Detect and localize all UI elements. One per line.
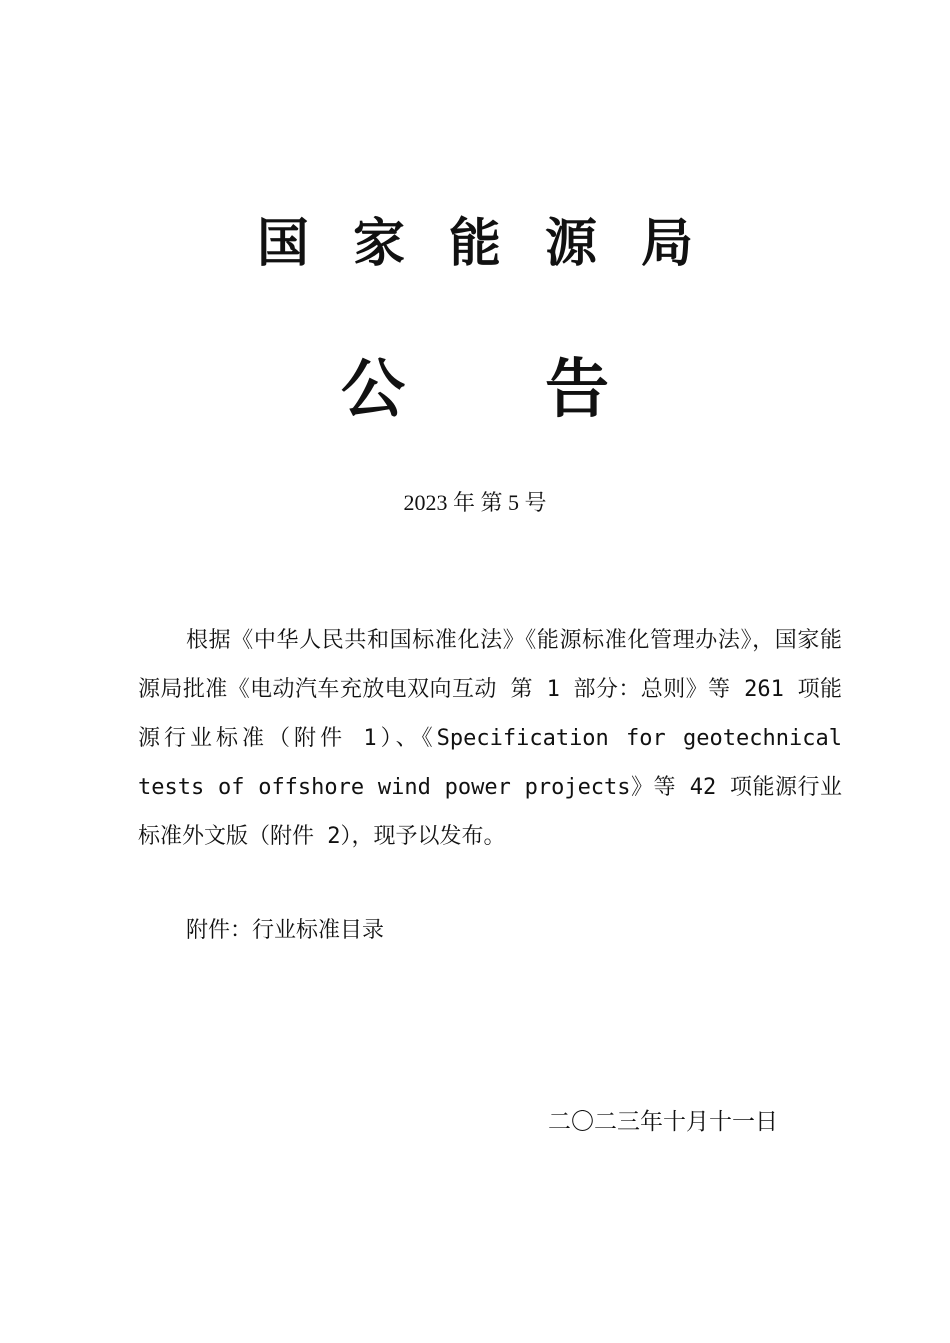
doc-type-char-1: 公 (341, 352, 405, 427)
attachment-label: 附件：行业标准目录 (186, 918, 385, 943)
doc-type-char-2: 告 (545, 352, 609, 427)
issue-date: 二〇二三年十月十一日 (548, 1109, 778, 1135)
document-type-heading (0, 354, 950, 426)
announcement-paragraph: 根据《中华人民共和国标准化法》《能源标准化管理办法》，国家能源局批准《电动汽车充放电双向互动 第 1 部分：总则》等 261 项能源行业标准（附件 1）、《Specification for geotechnical tests of offshore wind power projects》等 42 项能源行业标准外文版（附件 2），现予以发布。 (138, 628, 842, 849)
issuing-agency-title: 国家能源局 (256, 213, 737, 274)
document-number: 2023 年 第 5 号 (403, 490, 547, 515)
